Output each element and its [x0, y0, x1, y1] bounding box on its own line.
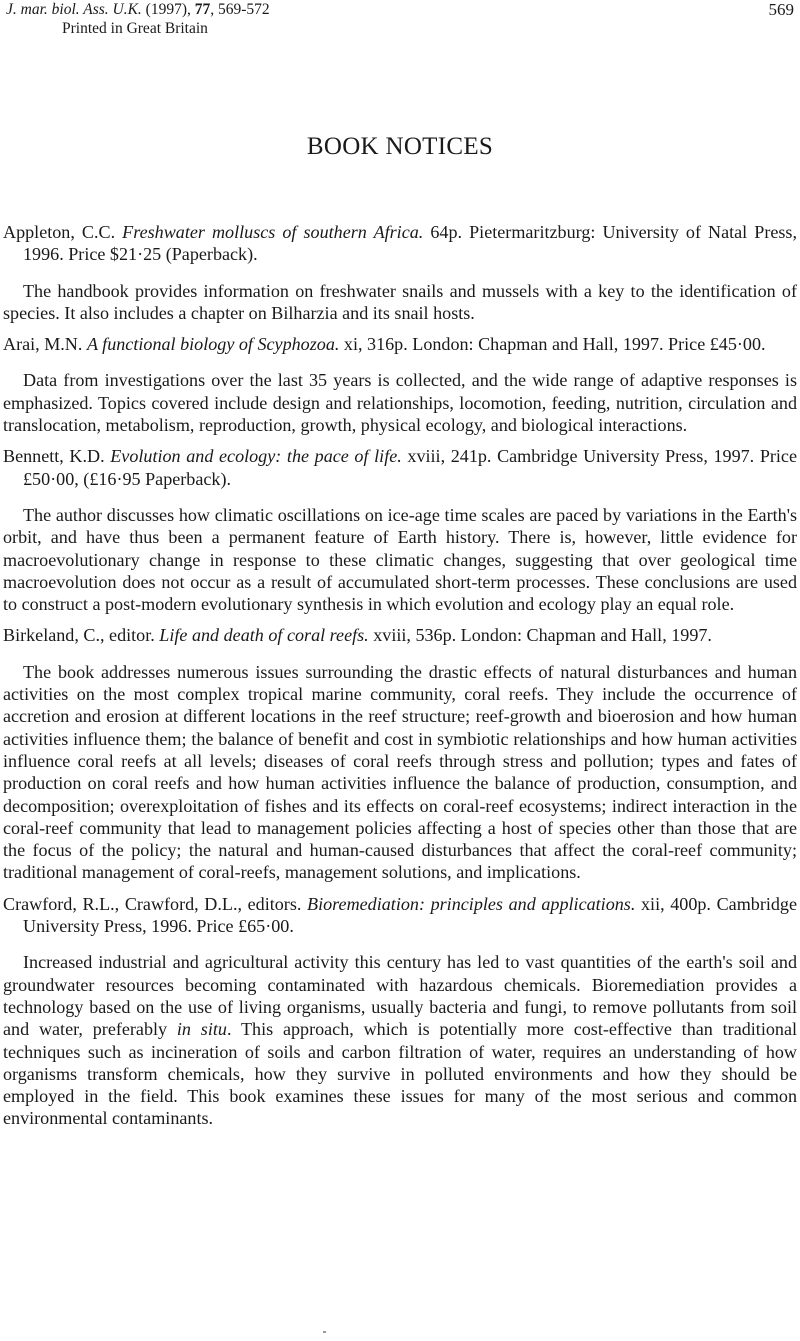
book-notices-list [3, 221, 797, 1139]
book-entry-appleton [3, 221, 797, 324]
citation: Appleton, C.C. Freshwater molluscs of southern Africa. 64p. Pietermaritzburg: University of Natal Press, 1996. Price $21·25 (Paperback). [3, 222, 797, 265]
journal-name: J. mar. biol. Ass. U.K. [6, 1, 142, 18]
book-title: A functional biology of Scyphozoa. [86, 334, 340, 355]
description: Increased industrial and agricultural activity this century has led to vast quantities of the earth's soil and groundwater resources becoming contaminated with hazardous chemicals. Bioremediation provides a technology based on the use of living organisms, usually bacteria and fungi, to remove pollutants from soil and water, preferably in situ. This approach, which is potentially more cost-effective than traditional techniques such as incineration of soils and carbon filtration of water, requires an understanding of how organisms transform chemicals, how they survive in polluted environments and how they should be employed in the field. This book examines these issues for many of the most serious and common environmental contaminants. [3, 952, 798, 1129]
page-speck [323, 1331, 326, 1333]
journal-pages: , 569-572 [210, 1, 270, 18]
description: The handbook provides information on freshwater snails and mussels with a key to the identification of species. It also includes a chapter on Bilharzia and its snail hosts. [3, 280, 797, 323]
citation: Arai, M.N. A functional biology of Scyphozoa. xi, 316p. London: Chapman and Hall, 1997. Price £45·00. [3, 334, 766, 355]
journal-volume: 77 [194, 1, 211, 18]
citation: Birkeland, C., editor. Life and death of coral reefs. xviii, 536p. London: Chapman and Hall, 1997. [3, 625, 712, 646]
book-title: Bioremediation: principles and applications. [307, 893, 636, 914]
book-entry-arai [3, 333, 797, 436]
description: The author discusses how climatic oscillations on ice-age time scales are paced by variations in the Earth's orbit, and have thus been a permanent feature of Earth history. There is, however, little evidence for macroevolutionary change in response to these climatic changes, suggesting that over geological time macroevolution does not occur as a result of accumulated short-term processes. These conclusions are used to construct a post-modern evolutionary synthesis in which evolution and ecology play an equal role. [3, 504, 797, 615]
journal-year: (1997), [141, 1, 195, 18]
book-entry-bennett [3, 445, 797, 615]
citation: Bennett, K.D. Evolution and ecology: the pace of life. xviii, 241p. Cambridge University Press, 1997. Price £50·00, (£16·95 Paperback). [3, 446, 797, 489]
printed-note: Printed in Great Britain [62, 20, 208, 37]
book-title: Freshwater molluscs of southern Africa. [122, 222, 424, 242]
description: Data from investigations over the last 35 years is collected, and the wide range of adaptive responses is emphasized. Topics covered include design and relationships, locomotion, feeding, nutrition, circulation and translocation, metabolism, reproduction, growth, physical ecology, and biological interactions. [3, 370, 797, 436]
page-number: 569 [768, 0, 794, 19]
book-entry-birkeland [3, 624, 797, 883]
page-title: BOOK NOTICES [306, 133, 494, 160]
running-header [6, 0, 270, 38]
book-title: Evolution and ecology: the pace of life. [110, 446, 402, 467]
book-entry-crawford [3, 893, 797, 1130]
book-title: Life and death of coral reefs. [159, 625, 369, 646]
citation: Crawford, R.L., Crawford, D.L., editors. Bioremediation: principles and applications. xii, 400p. Cambridge University Press, 1996. Price £65·00. [3, 893, 797, 937]
description: The book addresses numerous issues surrounding the drastic effects of natural disturbances and human activities on the most complex tropical marine community, coral reefs. They include the occurrence of accretion and erosion at different locations in the reef structure; reef-growth and bioerosion and how human activities influence them; the balance of benefit and cost in symbiotic relationships and how human activities influence coral reefs at all levels; diseases of coral reefs through stress and pollution; types and fates of production on coral reefs and how human activities influence the balance of production, consumption, and decomposition; overexploitation of fishes and its effects on coral-reef ecosystems; indirect interaction in the coral-reef community that lead to management policies affecting a host of species other than those that are the focus of the policy; the natural and human-caused disturbances that affect the coral-reef community; traditional management of coral-reefs, management solutions, and implications. [3, 661, 797, 883]
